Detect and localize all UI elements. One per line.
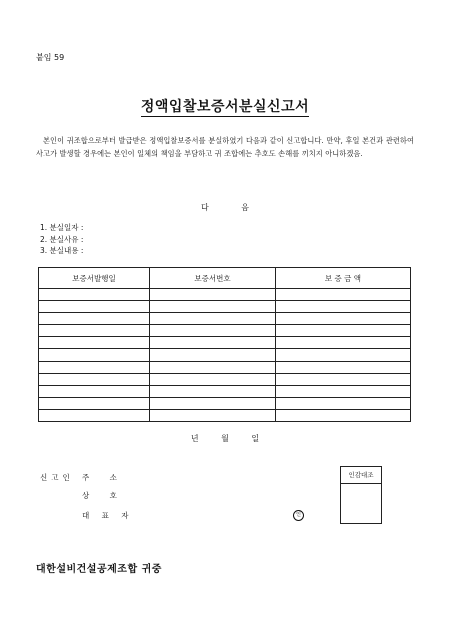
table-cell[interactable] [150,301,276,313]
table-cell[interactable] [39,289,150,301]
address-label: 주 소 [82,473,126,482]
notice-heading: 다 음 [201,203,249,212]
representative-label: 대 표 자 [82,511,134,520]
table-cell[interactable] [150,409,276,421]
table-cell[interactable] [276,349,411,361]
table-body [39,289,411,422]
table-cell[interactable] [276,409,411,421]
table-cell[interactable] [39,313,150,325]
seal-box-label: 인감대조 [341,467,381,484]
header-issue-date: 보증서발행일 [39,268,150,289]
table-header-row [39,268,411,289]
table-cell[interactable] [276,289,411,301]
header-guarantee-number: 보증서번호 [150,268,276,289]
item-loss-content: 3. 분실내용 : [40,246,84,255]
guarantee-table [38,267,411,422]
table-cell[interactable] [150,325,276,337]
table-cell[interactable] [39,409,150,421]
table-cell[interactable] [276,397,411,409]
table-cell[interactable] [39,397,150,409]
item-loss-date: 1. 분실일자 : [40,223,84,232]
appendix-number: 붙임 59 [36,53,65,62]
loss-detail-list [40,222,83,257]
table-row [39,313,411,325]
document-title [0,96,450,116]
table-row [39,289,411,301]
table-cell[interactable] [150,361,276,373]
table-row [39,349,411,361]
header-guarantee-amount: 보 증 금 액 [276,268,411,289]
table-cell[interactable] [150,385,276,397]
table-cell[interactable] [150,349,276,361]
table-cell[interactable] [276,385,411,397]
table-cell[interactable] [276,313,411,325]
date-line: 년 월 일 [190,434,260,443]
table-row [39,301,411,313]
recipient-line: 대한설비건설공제조합 귀중 [36,564,162,575]
seal-icon: 인 [293,510,304,521]
table-cell[interactable] [150,313,276,325]
table-row [39,373,411,385]
table-row [39,337,411,349]
table-cell[interactable] [276,361,411,373]
declaration-paragraph: 본인이 귀조합으로부터 발급받은 정액입찰보증서를 분실하였기 다음과 같이 신고합니다. 만약, 후일 본건과 관련하여 사고가 발생할 경우에는 본인이 일체의 책임을 부담하고 귀 조합에는 추호도 손해를 끼치지 아니하겠음. [36,136,414,158]
table-row [39,361,411,373]
table-cell[interactable] [276,373,411,385]
seal-verification-box [340,466,382,524]
table-row [39,397,411,409]
item-loss-reason: 2. 분실사유 : [40,234,84,244]
table-cell[interactable] [39,337,150,349]
document-title-text: 정액입찰보증서분실신고서 [140,99,310,115]
table-row [39,385,411,397]
table-cell[interactable] [39,361,150,373]
table-cell[interactable] [276,325,411,337]
table-cell[interactable] [150,373,276,385]
table-cell[interactable] [39,349,150,361]
reporter-label: 신고인 [40,473,74,482]
company-label: 상 호 [82,491,126,500]
table-cell[interactable] [150,337,276,349]
table-cell[interactable] [39,385,150,397]
table-cell[interactable] [150,397,276,409]
table-cell[interactable] [39,301,150,313]
table-cell[interactable] [276,301,411,313]
table-row [39,325,411,337]
table-cell[interactable] [276,337,411,349]
table-row [39,409,411,421]
table-cell[interactable] [150,289,276,301]
table-cell[interactable] [39,373,150,385]
table-cell[interactable] [39,325,150,337]
